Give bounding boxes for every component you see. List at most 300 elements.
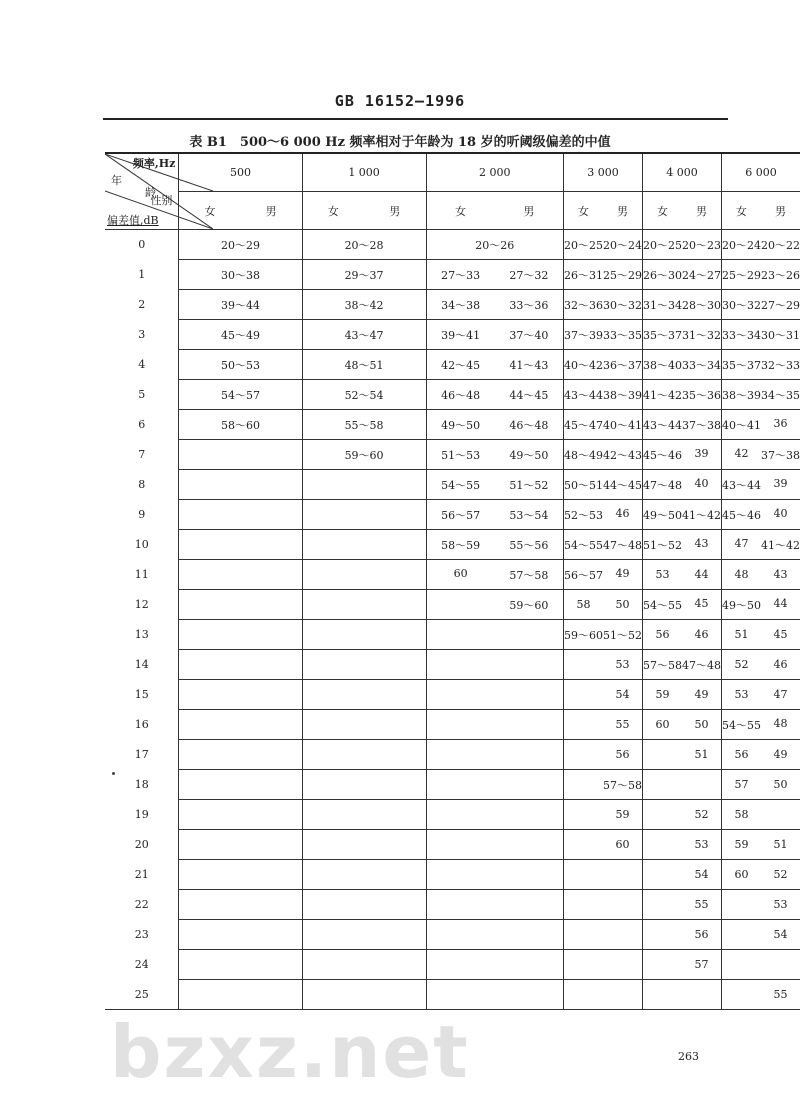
table-row — [105, 800, 800, 830]
value-pair-cell — [564, 680, 643, 710]
table-row — [105, 860, 800, 890]
male-value: 40 — [694, 476, 709, 490]
female-value — [722, 898, 761, 911]
value-pair-cell — [722, 440, 800, 470]
female-value — [722, 988, 761, 1001]
male-value: 33～35 — [603, 328, 642, 342]
value-pair-cell — [722, 620, 800, 650]
age-label-1: 年 — [111, 174, 122, 187]
female-value: 20～25 — [643, 238, 682, 252]
value-pair-cell — [643, 650, 722, 680]
freq-header-1000: 1 000 — [302, 153, 426, 192]
female-value: 20～25 — [564, 238, 603, 252]
female-value: 43～44 — [564, 388, 603, 402]
combined-value-cell — [179, 650, 302, 680]
deviation-value-cell: 5 — [105, 380, 179, 410]
female-value: 52～53 — [564, 508, 603, 522]
male-value: 31～32 — [682, 328, 721, 342]
deviation-value-cell: 11 — [105, 560, 179, 590]
female-value: 53 — [734, 688, 749, 701]
combined-value-cell: 59～60 — [302, 440, 426, 470]
combined-value-cell — [179, 920, 302, 950]
male-value: 47～48 — [603, 538, 642, 552]
female-value: 52 — [734, 658, 749, 671]
male-value: 46 — [773, 658, 788, 671]
female-value: 53 — [655, 568, 670, 581]
male-value: 45 — [694, 596, 709, 610]
combined-value-cell — [302, 530, 426, 560]
combined-value-cell — [179, 890, 302, 920]
table-row — [105, 920, 800, 950]
female-value: 59～60 — [564, 628, 603, 642]
combined-value-cell — [426, 770, 564, 800]
combined-value-cell — [302, 890, 426, 920]
combined-value-cell — [302, 980, 426, 1010]
male-value: 53～54 — [509, 508, 549, 522]
male-value: 55 — [694, 898, 709, 911]
value-pair-cell — [564, 710, 643, 740]
combined-value-cell — [302, 680, 426, 710]
combined-value-cell — [302, 830, 426, 860]
deviation-value-cell: 7 — [105, 440, 179, 470]
male-value: 48 — [773, 716, 788, 730]
combined-value-cell — [302, 590, 426, 620]
combined-value-cell — [179, 530, 302, 560]
male-value: 41～42 — [682, 508, 721, 522]
male-value: 30～31 — [761, 328, 800, 342]
combined-value-cell — [302, 770, 426, 800]
female-value: 59 — [655, 688, 670, 701]
male-value: 50 — [694, 718, 709, 731]
female-value: 56 — [655, 628, 670, 641]
value-pair-cell — [426, 410, 564, 440]
sex-header-cell — [426, 192, 564, 230]
male-value: 35～36 — [682, 388, 721, 402]
value-pair-cell — [643, 440, 722, 470]
sex-male-label: 男 — [696, 204, 707, 218]
male-value: 39 — [694, 446, 709, 460]
value-pair-cell — [643, 710, 722, 740]
value-pair-cell — [564, 470, 643, 500]
combined-value-cell — [179, 440, 302, 470]
combined-value-cell — [564, 860, 643, 890]
frequency-label: 频率,Hz — [132, 157, 176, 170]
combined-value-cell — [302, 800, 426, 830]
female-value: 42～45 — [441, 358, 481, 372]
male-value: 49～50 — [509, 448, 549, 462]
combined-value-cell — [302, 950, 426, 980]
female-value: 49～50 — [643, 508, 682, 522]
male-value: 37～40 — [509, 328, 549, 342]
combined-value-cell — [302, 710, 426, 740]
value-pair-cell — [722, 530, 800, 560]
female-value: 25～29 — [722, 268, 761, 282]
male-value: 53 — [694, 838, 709, 851]
female-value: 43～44 — [643, 418, 682, 432]
table-row — [105, 890, 800, 920]
value-pair-cell — [643, 380, 722, 410]
combined-value-cell: 50～53 — [179, 350, 302, 380]
combined-value-cell — [302, 650, 426, 680]
value-pair-cell — [643, 590, 722, 620]
hearing-threshold-table — [105, 152, 800, 1010]
page-number: 263 — [678, 1050, 699, 1063]
deviation-value-cell: 3 — [105, 320, 179, 350]
value-pair-cell — [643, 680, 722, 710]
male-value: 52 — [694, 808, 709, 821]
sex-header-cell — [302, 192, 426, 230]
male-value: 38～39 — [603, 388, 642, 402]
table-row — [105, 620, 800, 650]
deviation-value-cell: 1 — [105, 260, 179, 290]
female-value — [643, 838, 682, 851]
value-pair-cell — [722, 260, 800, 290]
male-value: 34～35 — [761, 388, 800, 402]
value-pair-cell — [643, 860, 722, 890]
deviation-value-cell: 0 — [105, 230, 179, 260]
freq-header-3000: 3 000 — [564, 153, 643, 192]
combined-value-cell — [179, 500, 302, 530]
value-pair-cell — [722, 680, 800, 710]
combined-value-cell: 39～44 — [179, 290, 302, 320]
female-value: 26～30 — [643, 268, 682, 282]
male-value: 57～58 — [603, 778, 642, 792]
female-value: 37～39 — [564, 328, 603, 342]
value-pair-cell — [426, 260, 564, 290]
value-pair-cell — [564, 260, 643, 290]
female-value: 60 — [734, 868, 749, 881]
combined-value-cell: 48～51 — [302, 350, 426, 380]
female-value: 43～44 — [722, 478, 761, 492]
table-row — [105, 950, 800, 980]
combined-value-cell — [564, 920, 643, 950]
female-value: 56～57 — [564, 568, 603, 582]
value-pair-cell — [426, 590, 564, 620]
sex-header-cell — [643, 192, 722, 230]
value-pair-cell — [426, 290, 564, 320]
deviation-value-cell: 6 — [105, 410, 179, 440]
male-value: 54 — [773, 928, 788, 941]
male-value: 24～27 — [682, 268, 721, 282]
value-pair-cell — [722, 230, 800, 260]
female-value: 38～40 — [643, 358, 682, 372]
value-pair-cell — [426, 440, 564, 470]
value-pair-cell — [564, 770, 643, 800]
male-value: 47 — [773, 688, 788, 701]
table-row — [105, 230, 800, 260]
male-value: 40 — [773, 506, 788, 520]
deviation-value-cell: 22 — [105, 890, 179, 920]
value-pair-cell — [722, 710, 800, 740]
male-value: 47～48 — [682, 658, 721, 672]
female-value: 45～47 — [564, 418, 603, 432]
table-row — [105, 530, 800, 560]
deviation-value-cell: 16 — [105, 710, 179, 740]
value-pair-cell — [722, 650, 800, 680]
deviation-value-cell: 13 — [105, 620, 179, 650]
female-value: 30～32 — [722, 298, 761, 312]
value-pair-cell — [722, 500, 800, 530]
value-pair-cell — [564, 380, 643, 410]
male-value: 23～26 — [761, 268, 800, 282]
table-row — [105, 260, 800, 290]
value-pair-cell — [643, 890, 722, 920]
deviation-value-cell: 4 — [105, 350, 179, 380]
value-pair-cell — [722, 320, 800, 350]
female-value — [427, 597, 495, 613]
male-value: 51～52 — [509, 478, 549, 492]
combined-value-cell — [426, 710, 564, 740]
combined-value-cell — [179, 710, 302, 740]
deviation-value-cell: 10 — [105, 530, 179, 560]
male-value: 60 — [615, 838, 630, 851]
female-value — [643, 898, 682, 911]
female-value: 39～41 — [441, 328, 481, 342]
combined-value-cell — [179, 680, 302, 710]
table-row — [105, 560, 800, 590]
female-value — [564, 808, 603, 821]
sex-female-label: 女 — [204, 204, 216, 218]
female-value: 34～38 — [441, 298, 481, 312]
freq-header-4000: 4 000 — [643, 153, 722, 192]
value-pair-cell — [722, 950, 800, 980]
combined-value-cell — [426, 680, 564, 710]
value-pair-cell — [564, 320, 643, 350]
female-value: 50～51 — [564, 478, 603, 492]
deviation-value-cell: 14 — [105, 650, 179, 680]
combined-value-cell — [426, 830, 564, 860]
sex-male-label: 男 — [265, 204, 277, 218]
male-value: 46～48 — [509, 418, 549, 432]
table-row — [105, 350, 800, 380]
sex-female-label: 女 — [455, 204, 467, 218]
female-value: 32～36 — [564, 298, 603, 312]
female-value: 59 — [734, 838, 749, 851]
sex-label: 性别 — [150, 194, 173, 207]
value-pair-cell — [722, 800, 800, 830]
sex-female-label: 女 — [736, 204, 747, 218]
male-value: 36～37 — [603, 358, 642, 372]
value-pair-cell — [564, 290, 643, 320]
sex-header-cell — [564, 192, 643, 230]
value-pair-cell — [643, 530, 722, 560]
value-pair-cell — [722, 290, 800, 320]
male-value — [761, 808, 800, 821]
female-value: 51～52 — [643, 538, 682, 552]
female-value: 57～58 — [643, 658, 682, 672]
combined-value-cell — [564, 890, 643, 920]
female-value: 31～34 — [643, 298, 682, 312]
male-value: 41～42 — [761, 538, 800, 552]
table-row — [105, 380, 800, 410]
value-pair-cell — [722, 380, 800, 410]
combined-value-cell — [179, 620, 302, 650]
female-value: 54～55 — [643, 598, 682, 612]
value-pair-cell — [643, 770, 722, 800]
value-pair-cell — [643, 950, 722, 980]
male-value: 44～45 — [603, 478, 642, 492]
male-value: 37～38 — [682, 418, 721, 432]
female-value: 48～49 — [564, 448, 603, 462]
female-value: 33～34 — [722, 328, 761, 342]
male-value: 54 — [694, 868, 709, 881]
male-value: 44 — [773, 596, 788, 610]
combined-value-cell — [564, 980, 643, 1010]
table-caption: 表 B1 500～6 000 Hz 频率相对于年龄为 18 岁的听阈级偏差的中值 — [189, 135, 611, 150]
combined-value-cell: 20～26 — [426, 230, 564, 260]
male-value: 59 — [615, 808, 630, 821]
value-pair-cell — [722, 890, 800, 920]
value-pair-cell — [722, 470, 800, 500]
combined-value-cell — [179, 800, 302, 830]
combined-value-cell: 20～28 — [302, 230, 426, 260]
male-value: 57～58 — [509, 568, 549, 582]
value-pair-cell — [643, 620, 722, 650]
combined-value-cell — [179, 770, 302, 800]
freq-header-2000: 2 000 — [426, 153, 564, 192]
combined-value-cell: 20～29 — [179, 230, 302, 260]
combined-value-cell: 38～42 — [302, 290, 426, 320]
value-pair-cell — [426, 560, 564, 590]
male-value: 44 — [694, 568, 709, 581]
deviation-value-cell: 20 — [105, 830, 179, 860]
combined-value-cell — [564, 950, 643, 980]
male-value: 59～60 — [509, 598, 549, 612]
value-pair-cell — [643, 260, 722, 290]
male-value: 20～24 — [603, 238, 642, 252]
value-pair-cell — [643, 830, 722, 860]
female-value: 41～42 — [643, 388, 682, 402]
female-value: 45～46 — [643, 448, 682, 462]
female-value: 35～37 — [722, 358, 761, 372]
table-row — [105, 830, 800, 860]
sex-male-label: 男 — [389, 204, 401, 218]
deviation-value-cell: 18 — [105, 770, 179, 800]
age-label-2: 龄 — [145, 186, 156, 199]
value-pair-cell — [564, 590, 643, 620]
table-row — [105, 410, 800, 440]
female-value: 20～24 — [722, 238, 761, 252]
value-pair-cell — [564, 350, 643, 380]
female-value — [564, 658, 603, 671]
value-pair-cell — [426, 530, 564, 560]
value-pair-cell — [564, 620, 643, 650]
male-value: 42～43 — [603, 448, 642, 462]
female-value: 58 — [734, 808, 749, 821]
value-pair-cell — [564, 500, 643, 530]
table-row — [105, 680, 800, 710]
standard-header: GB 16152—1996 — [334, 92, 466, 110]
female-value — [722, 928, 761, 941]
male-value: 33～34 — [682, 358, 721, 372]
male-value: 20～23 — [682, 238, 721, 252]
female-value: 45～46 — [722, 508, 761, 522]
value-pair-cell — [722, 410, 800, 440]
combined-value-cell — [426, 740, 564, 770]
female-value — [643, 958, 682, 971]
male-value: 41～43 — [509, 358, 549, 372]
deviation-value-cell: 12 — [105, 590, 179, 620]
table-row — [105, 590, 800, 620]
male-value: 40～41 — [603, 418, 642, 432]
value-pair-cell — [643, 290, 722, 320]
value-pair-cell — [643, 410, 722, 440]
combined-value-cell — [302, 500, 426, 530]
value-pair-cell — [564, 530, 643, 560]
female-value: 47 — [734, 536, 749, 550]
female-value: 35～37 — [643, 328, 682, 342]
female-value: 47～48 — [643, 478, 682, 492]
male-value: 50 — [615, 598, 630, 611]
male-value: 52 — [773, 868, 788, 881]
female-value — [564, 718, 603, 731]
male-value: 44～45 — [509, 388, 549, 402]
value-pair-cell — [722, 860, 800, 890]
female-value: 58～59 — [441, 538, 481, 552]
female-value: 49～50 — [441, 418, 481, 432]
combined-value-cell — [426, 890, 564, 920]
male-value: 28～30 — [682, 298, 721, 312]
combined-value-cell — [179, 830, 302, 860]
combined-value-cell — [179, 950, 302, 980]
male-value: 46 — [694, 628, 709, 641]
male-value: 54 — [615, 688, 630, 701]
combined-value-cell: 58～60 — [179, 410, 302, 440]
male-value: 43 — [694, 536, 709, 550]
male-value: 20～22 — [761, 238, 800, 252]
value-pair-cell — [722, 590, 800, 620]
value-pair-cell — [426, 500, 564, 530]
sex-female-label: 女 — [657, 204, 668, 218]
table-row — [105, 770, 800, 800]
female-value: 26～31 — [564, 268, 603, 282]
value-pair-cell — [643, 470, 722, 500]
value-pair-cell — [643, 980, 722, 1010]
male-value: 49 — [615, 566, 630, 580]
combined-value-cell — [426, 800, 564, 830]
combined-value-cell: 54～57 — [179, 380, 302, 410]
value-pair-cell — [564, 440, 643, 470]
value-pair-cell — [643, 800, 722, 830]
female-value: 54～55 — [564, 538, 603, 552]
combined-value-cell — [426, 650, 564, 680]
female-value: 54～55 — [441, 478, 481, 492]
female-value — [564, 777, 603, 793]
table-row — [105, 710, 800, 740]
female-value — [564, 838, 603, 851]
female-value — [643, 748, 682, 761]
deviation-value-cell: 25 — [105, 980, 179, 1010]
combined-value-cell — [426, 920, 564, 950]
value-pair-cell — [564, 830, 643, 860]
female-value: 51 — [734, 628, 749, 641]
value-pair-cell — [426, 380, 564, 410]
table-row — [105, 320, 800, 350]
combined-value-cell: 43～47 — [302, 320, 426, 350]
table-row — [105, 740, 800, 770]
male-value: 25～29 — [603, 268, 642, 282]
sex-female-label: 女 — [578, 204, 589, 218]
combined-value-cell — [179, 860, 302, 890]
female-value: 46～48 — [441, 388, 481, 402]
deviation-value-cell: 17 — [105, 740, 179, 770]
male-value: 50 — [773, 778, 788, 791]
deviation-label: 偏差值,dB — [107, 214, 159, 227]
female-value: 54～55 — [722, 718, 761, 732]
female-value: 42 — [734, 446, 749, 460]
deviation-value-cell: 8 — [105, 470, 179, 500]
value-pair-cell — [643, 500, 722, 530]
